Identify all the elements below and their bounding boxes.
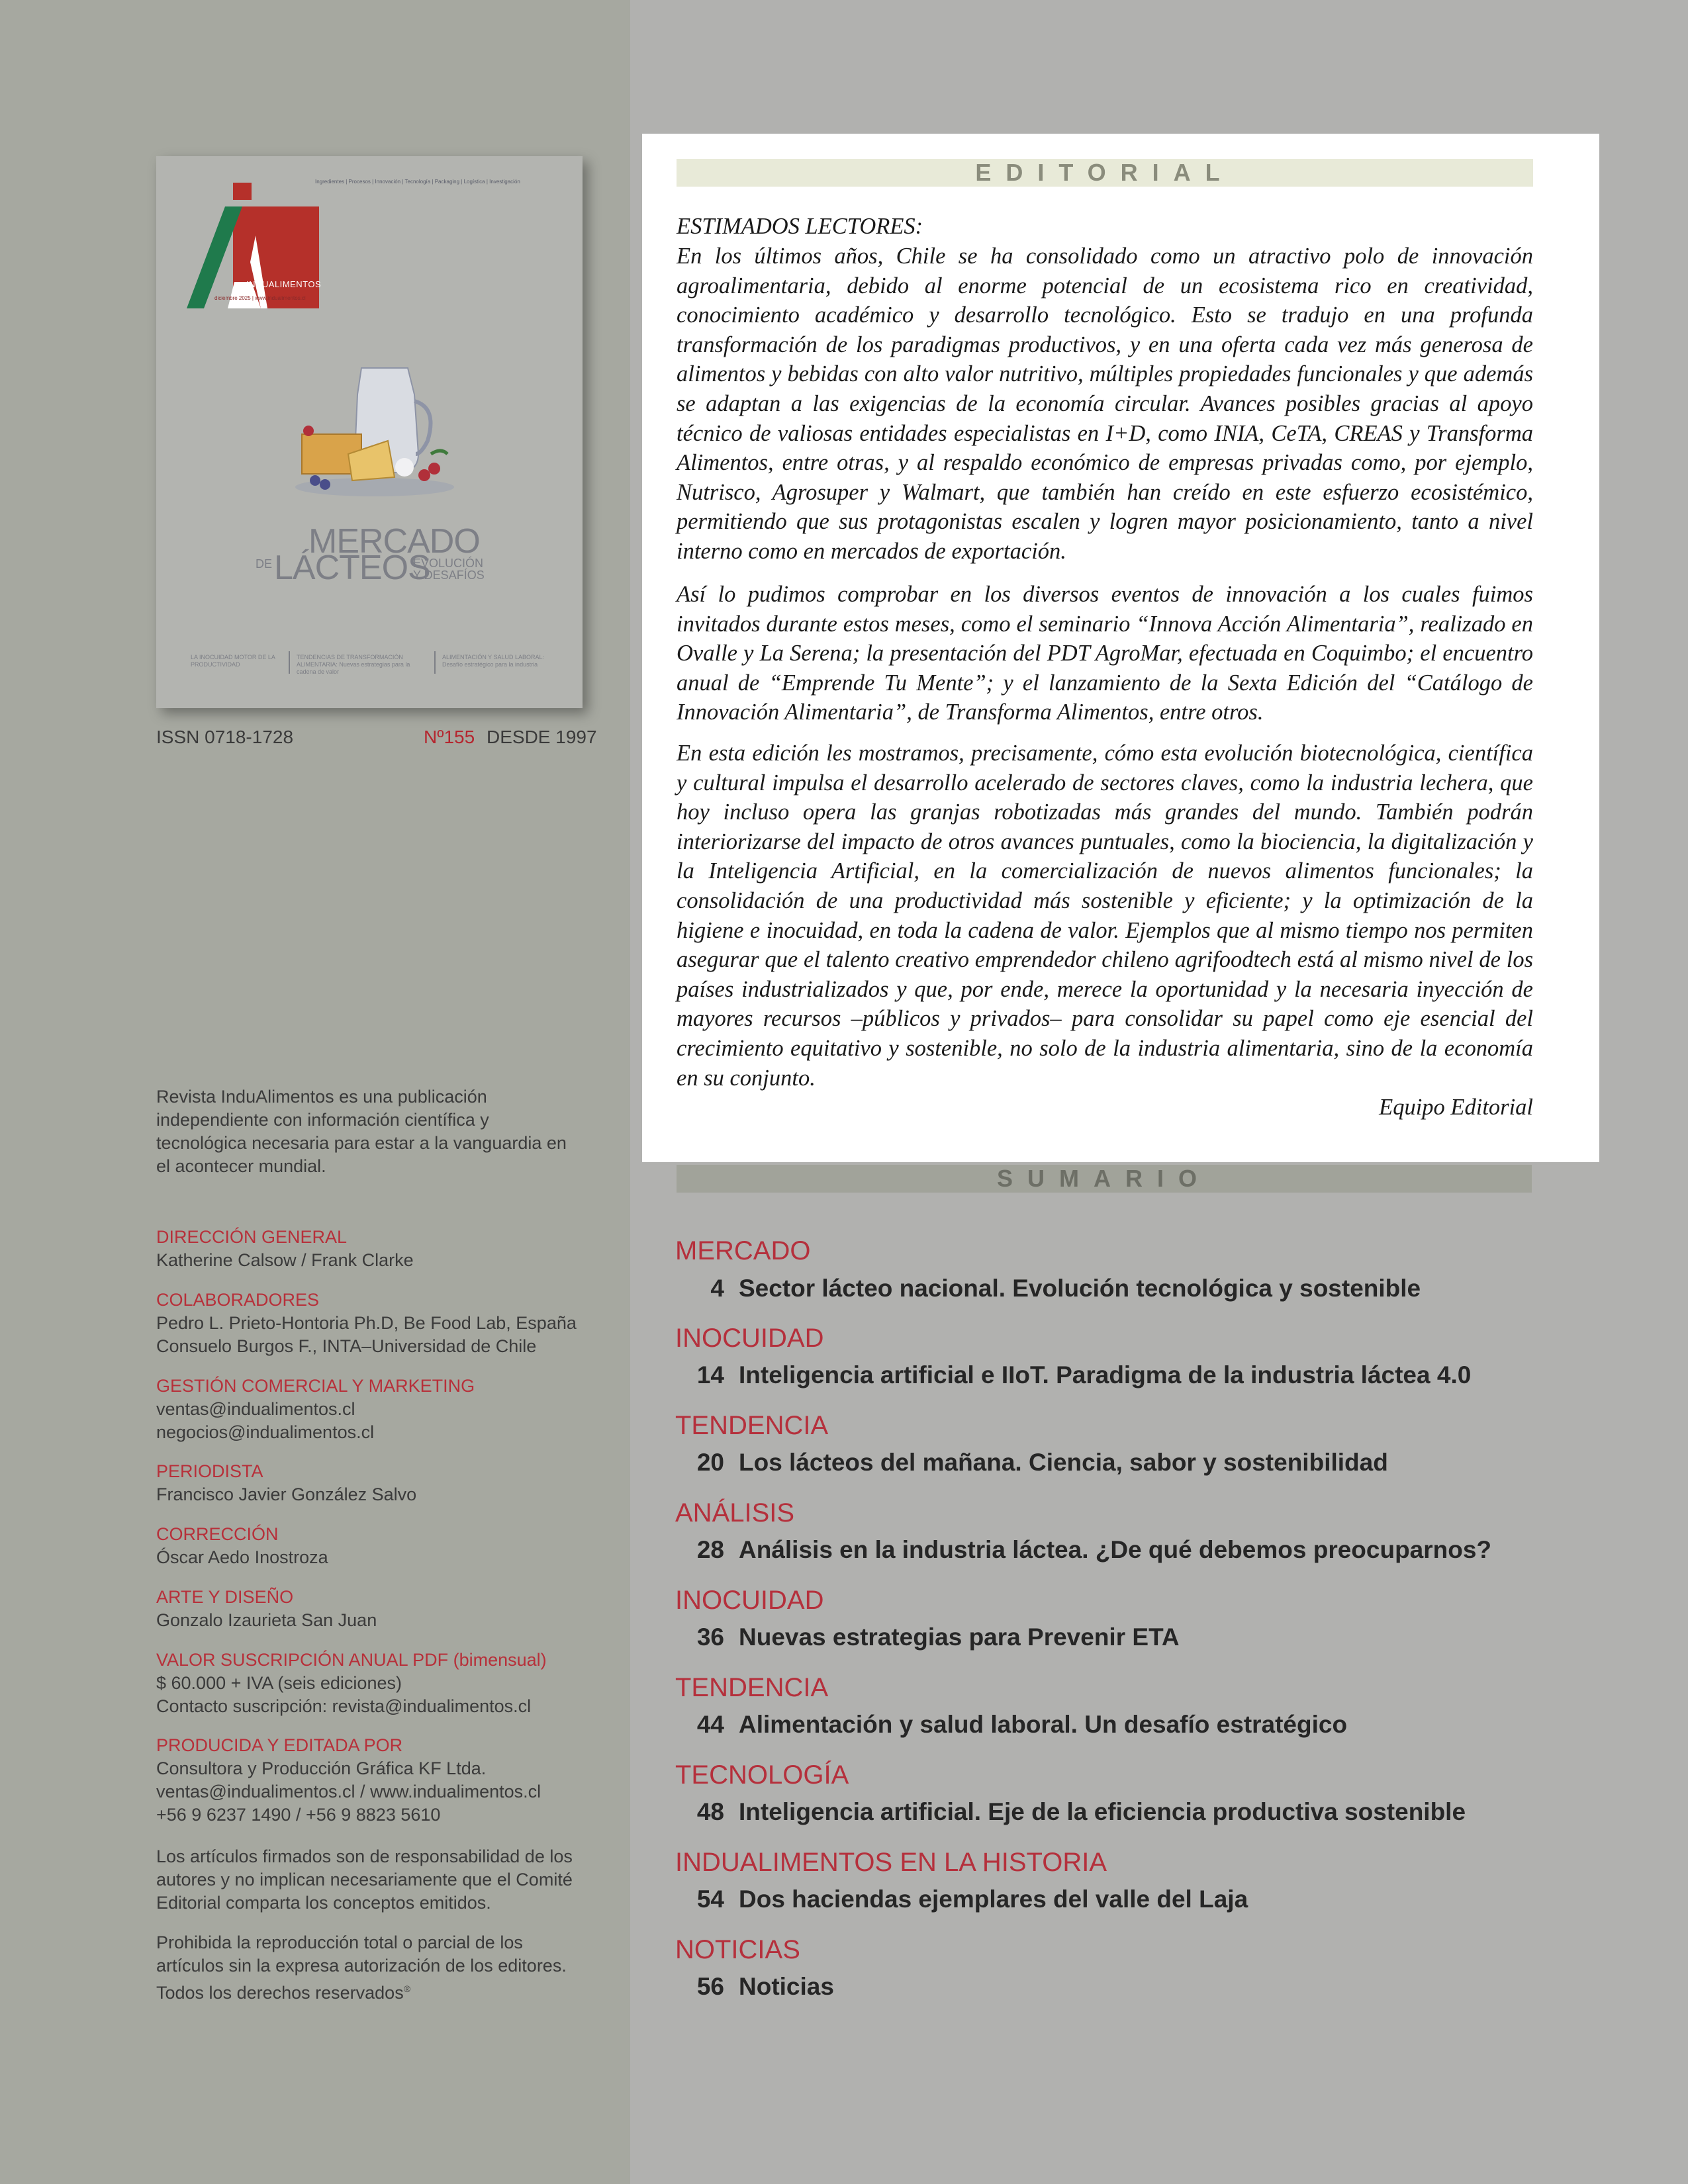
sumario-category: ANÁLISIS <box>675 1498 795 1527</box>
sumario-page: 20 <box>696 1449 724 1476</box>
sumario-category: INOCUIDAD <box>675 1586 824 1615</box>
issue-number: Nº155 <box>424 727 475 747</box>
sumario-page: 48 <box>696 1798 724 1825</box>
cover-divider <box>289 651 290 674</box>
cover-title-de: DE <box>256 557 273 570</box>
credits-value: Consultora y Producción Gráfica KF Ltda. <box>156 1758 487 1778</box>
credits-value: Katherine Calsow / Frank Clarke <box>156 1250 414 1270</box>
credits-colaboradores <box>156 1289 580 1358</box>
credits-correccion <box>156 1523 580 1569</box>
credits-label: ARTE Y DISEÑO <box>156 1587 294 1607</box>
credits-value: ventas@indualimentos.cl / www.indualimentos.cl <box>156 1782 541 1801</box>
cover-date: diciembre 2025 | www.indualimentos.cl <box>214 295 306 301</box>
credits-label: PRODUCIDA Y EDITADA POR <box>156 1735 403 1755</box>
sumario-title[interactable]: Alimentación y salud laboral. Un desafío estratégico <box>739 1711 1348 1738</box>
editorial-paragraph-3: En esta edición les mostramos, precisamente, cómo esta evolución biotecnológica, científica y cultural impulsa el desarrollo acelerado de sectores claves, como la industria lechera, que hoy incluso opera las granjas robotizadas más grandes del mundo. También podrán interiorizarse del impacto de otros avances puntuales, como la biociencia, la digitalización y la Inteligencia Artificial, en la comercialización de nuevos alimentos funcionales; la consolidación de una productividad más sostenible y eficiente; y la optimización de la higiene e inocuidad, en toda la cadena de valor. Ejemplos que al mismo tiempo nos permiten asegurar que el talento creativo emprendedor chileno agrifoodtech está al mismo nivel de los países industrializados y que, por ende, merece la oportunidad y la necesaria inyección de mayores recursos –públicos y privados– para consolidar su papel como eje esencial del crecimiento equitativo y sostenible, no solo de la industria alimentaria, sino de la economía en su conjunto. <box>677 741 1533 1091</box>
sumario-category: INOCUIDAD <box>675 1324 824 1353</box>
cover-teaser-2: TENDENCIAS DE TRANSFORMACIÓN ALIMENTARIA: Nuevas estrategias para la cadena de valor <box>297 654 410 675</box>
sumario-page: 44 <box>696 1711 724 1738</box>
cover-teaser-1: LA INOCUIDAD MOTOR DE LA PRODUCTIVIDAD <box>191 654 275 668</box>
editorial-signature: Equipo Editorial <box>1379 1095 1533 1120</box>
sumario-title[interactable]: Inteligencia artificial e IIoT. Paradigma de la industria láctea 4.0 <box>739 1361 1472 1388</box>
credits-value: $ 60.000 + IVA (seis ediciones) <box>156 1673 402 1693</box>
credits-periodista <box>156 1460 580 1506</box>
sumario-page: 54 <box>696 1886 724 1913</box>
sumario-page: 36 <box>696 1623 724 1651</box>
credits-value: Óscar Aedo Inostroza <box>156 1547 328 1567</box>
cover-title-mercado: MERCADO <box>308 522 480 561</box>
editorial-greeting: ESTIMADOS LECTORES: <box>677 214 923 239</box>
sumario-page: 4 <box>710 1275 724 1302</box>
sumario-category: TENDENCIA <box>675 1411 829 1440</box>
indualimentos-logo <box>187 183 322 308</box>
credits-label: GESTIÓN COMERCIAL Y MARKETING <box>156 1376 475 1396</box>
credits-email[interactable]: negocios@indualimentos.cl <box>156 1422 375 1442</box>
dairy-illustration <box>289 355 461 500</box>
cover-divider <box>434 651 436 674</box>
about-text: Revista InduAlimentos es una publicación independiente con información científica y tecnológica necesaria para estar a la vanguardia en el acontecer mundial. <box>156 1087 567 1176</box>
credits-value: Gonzalo Izaurieta San Juan <box>156 1610 377 1630</box>
credits-producida <box>156 1734 580 1827</box>
credits-label: COLABORADORES <box>156 1290 320 1310</box>
magazine-cover <box>156 156 583 708</box>
credits-value: Pedro L. Prieto-Hontoria Ph.D, Be Food Lab, España <box>156 1313 577 1333</box>
cover-teaser-3: ALIMENTACIÓN Y SALUD LABORAL: Desafío estratégico para la industria <box>442 654 545 668</box>
cover-brand: INDUALIMENTOS <box>246 279 322 289</box>
sumario-title[interactable]: Inteligencia artificial. Eje de la eficiencia productiva sostenible <box>739 1798 1466 1825</box>
editorial-paragraph-1: En los últimos años, Chile se ha consolidado como un atractivo polo de innovación agroalimentaria, debido al enorme potencial de un ecosistema rico en creatividad, conocimiento académico y desarrollo tecnológico. Esto se tradujo en una profunda transformación de los paradigmas productivos, y en una oferta cada vez más generosa de alimentos y bebidas con alto valor nutritivo, múltiples propiedades funcionales y que además se adaptan a las exigencias de la economía circular. Avances posibles gracias al apoyo técnico de valiosas entidades especialistas en I+D, como INIA, CeTA, CREAS y Transforma Alimentos, entre otras, y al respaldo económico de empresas privadas como, por ejemplo, Nutrisco, Agrosuper y Walmart, que también han creído en este esfuerzo ecosistémico, permitiendo que sus protagonistas escalen y logren mayor posicionamiento, tanto a nivel interno como en mercados de exportación. <box>677 244 1533 564</box>
credits-value: +56 9 6237 1490 / +56 9 8823 5610 <box>156 1805 441 1825</box>
sumario-page: 28 <box>696 1536 724 1563</box>
cover-tagline: Ingredientes | Procesos | Innovación | Tecnología | Packaging | Logística | Investigación <box>315 179 520 185</box>
sumario-category: MERCADO <box>675 1236 811 1265</box>
issue-since: DESDE 1997 <box>487 727 597 747</box>
credits-direccion <box>156 1226 580 1272</box>
credits-value: Contacto suscripción: revista@indualimentos.cl <box>156 1696 532 1716</box>
credits-value: Francisco Javier González Salvo <box>156 1484 417 1504</box>
disclaimer-1: Los artículos firmados son de responsabilidad de los autores y no implican necesariamente que el Comité Editorial comparta los conceptos emitidos. <box>156 1846 573 1913</box>
sumario-title[interactable]: Sector lácteo nacional. Evolución tecnológica y sostenible <box>739 1275 1421 1302</box>
sumario-title[interactable]: Noticias <box>739 1973 834 2000</box>
issn: ISSN 0718-1728 <box>156 727 294 747</box>
credits-arte <box>156 1586 580 1632</box>
sumario-title[interactable]: Nuevas estrategias para Prevenir ETA <box>739 1623 1180 1651</box>
sumario-heading: SUMARIO <box>677 1165 1532 1193</box>
credits-label: DIRECCIÓN GENERAL <box>156 1227 348 1247</box>
sumario-page: 14 <box>696 1361 724 1388</box>
editorial-panel <box>642 134 1599 1162</box>
sumario-title[interactable]: Los lácteos del mañana. Ciencia, sabor y sostenibilidad <box>739 1449 1388 1476</box>
disclaimer-2 <box>156 1931 580 2005</box>
sumario-category: INDUALIMENTOS EN LA HISTORIA <box>675 1848 1107 1877</box>
credits-value: Consuelo Burgos F., INTA–Universidad de Chile <box>156 1336 537 1356</box>
sumario-category: TECNOLOGÍA <box>675 1760 849 1790</box>
sumario-category: NOTICIAS <box>675 1935 800 1964</box>
registered-mark: ® <box>403 1983 411 1994</box>
editorial-paragraph-2: Así lo pudimos comprobar en los diversos eventos de innovación a los cuales fuimos invitados durante estos meses, como el seminario “Innova Acción Alimentaria”, realizado en Ovalle y La Serena; la presentación del PDT AgroMar, efectuada en Coquimbo; el encuentro anual de “Emprende Tu Mente”; y el lanzamiento de la Sexta Edición del “Catálogo de Innovación Alimentaria”, de Transforma Alimentos, entre otros. <box>677 582 1533 725</box>
editorial-heading: EDITORIAL <box>677 159 1533 187</box>
credits-gestion <box>156 1375 580 1444</box>
credits-valor <box>156 1649 580 1718</box>
credits-email[interactable]: ventas@indualimentos.cl <box>156 1399 355 1419</box>
credits-label: VALOR SUSCRIPCIÓN ANUAL PDF (bimensual) <box>156 1650 547 1670</box>
cover-subtitle: EVOLUCIÓN Y DESAFÍOS <box>413 557 485 582</box>
cover-title-lacteos: LÁCTEOS <box>274 549 430 587</box>
sumario-title[interactable]: Análisis en la industria láctea. ¿De qué debemos preocuparnos? <box>739 1536 1492 1563</box>
sumario-page: 56 <box>696 1973 724 2000</box>
disclaimer-2-text: Prohibida la reproducción total o parcial de los artículos sin la expresa autorización de los editores. Todos los derechos reservados <box>156 1933 567 2003</box>
credits-label: CORRECCIÓN <box>156 1524 279 1544</box>
sumario-title[interactable]: Dos haciendas ejemplares del valle del Laja <box>739 1886 1248 1913</box>
sumario-category: TENDENCIA <box>675 1673 829 1702</box>
credits-label: PERIODISTA <box>156 1461 263 1481</box>
